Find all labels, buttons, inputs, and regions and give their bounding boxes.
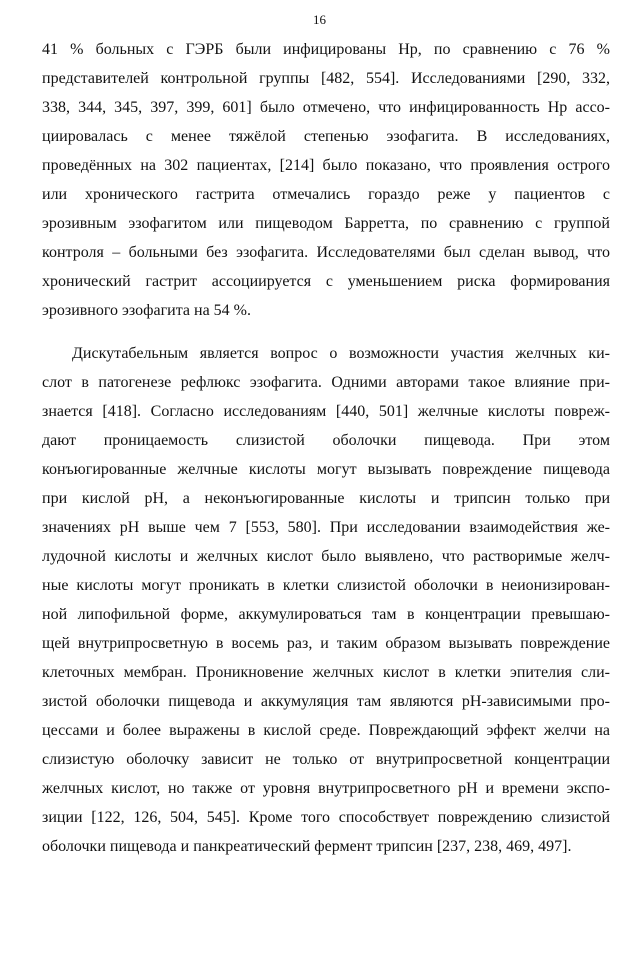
paragraph-1-line-9: хронический гастрит ассоциируется с уменьшением риска формирования (42, 273, 610, 290)
paragraph-2-line-11: щей внутрипросветную в восемь раз, и таким образом вызывать повреждение (42, 635, 610, 652)
paragraph-1-line-6: или хронического гастрита отмечались гораздо реже у пациентов с (42, 186, 610, 203)
paragraph-2-line-14: цессами и более выражены в кислой среде. Повреждающий эффект желчи на (42, 722, 610, 739)
paragraph-1-line-10: эрозивного эзофагита на 54 %. (42, 302, 251, 319)
paragraph-2-line-6: при кислой рН, а неконъюгированные кислоты и трипсин только при (42, 490, 610, 507)
paragraph-2-line-9: ные кислоты могут проникать в клетки слизистой оболочки в неионизирован- (42, 577, 610, 594)
paragraph-1-line-1: 41 % больных с ГЭРБ были инфицированы Нр, по сравнению с 76 % (42, 41, 610, 58)
paragraph-2-line-4: дают проницаемость слизистой оболочки пищевода. При этом (42, 432, 610, 449)
paragraph-2-line-12: клеточных мембран. Проникновение желчных кислот в клетки эпителия сли- (42, 664, 610, 681)
paragraph-1-line-4: циировалась с менее тяжёлой степенью эзофагита. В исследованиях, (42, 128, 610, 145)
paragraph-2-line-1: Дискутабельным является вопрос о возможности участия желчных ки- (72, 345, 610, 362)
paragraph-2-line-15: слизистую оболочку зависит не только от внутрипросветной концентрации (42, 751, 610, 768)
paragraph-2-line-8: лудочной кислоты и желчных кислот было выявлено, что растворимые желч- (42, 548, 610, 565)
paragraph-2-line-18: оболочки пищевода и панкреатический фермент трипсин [237, 238, 469, 497]. (42, 838, 572, 855)
paragraph-2-line-7: значениях рН выше чем 7 [553, 580]. При исследовании взаимодействия же- (42, 519, 610, 536)
paragraph-2-line-10: ной липофильной форме, аккумулироваться там в концентрации превышаю- (42, 606, 610, 623)
paragraph-1-line-8: контроля – больными без эзофагита. Исследователями был сделан вывод, что (42, 244, 610, 261)
paragraph-1-line-7: эрозивным эзофагитом или пищеводом Барретта, по сравнению с группой (42, 215, 610, 232)
paragraph-1-line-2: представителей контрольной группы [482, 554]. Исследованиями [290, 332, (42, 70, 610, 87)
paragraph-2-line-13: зистой оболочки пищевода и аккумуляция там являются рН-зависимыми про- (42, 693, 610, 710)
paragraph-2-line-17: зиции [122, 126, 504, 545]. Кроме того способствует повреждению слизистой (42, 809, 610, 826)
paragraph-2-line-16: желчных кислот, но также от уровня внутрипросветного рН и времени экспо- (42, 780, 610, 797)
paragraph-2-line-3: знается [418]. Согласно исследованиям [440, 501] желчные кислоты повреж- (42, 403, 610, 420)
paragraph-1-line-5: проведённых на 302 пациентах, [214] было показано, что проявления острого (42, 157, 610, 174)
page-number: 16 (313, 12, 326, 27)
paragraph-2-line-2: слот в патогенезе рефлюкс эзофагита. Одними авторами такое влияние при- (42, 374, 610, 391)
paragraph-2-line-5: конъюгированные желчные кислоты могут вызывать повреждение пищевода (42, 461, 610, 478)
paragraph-1-line-3: 338, 344, 345, 397, 399, 601] было отмечено, что инфицированность Нр ассо- (42, 99, 610, 116)
